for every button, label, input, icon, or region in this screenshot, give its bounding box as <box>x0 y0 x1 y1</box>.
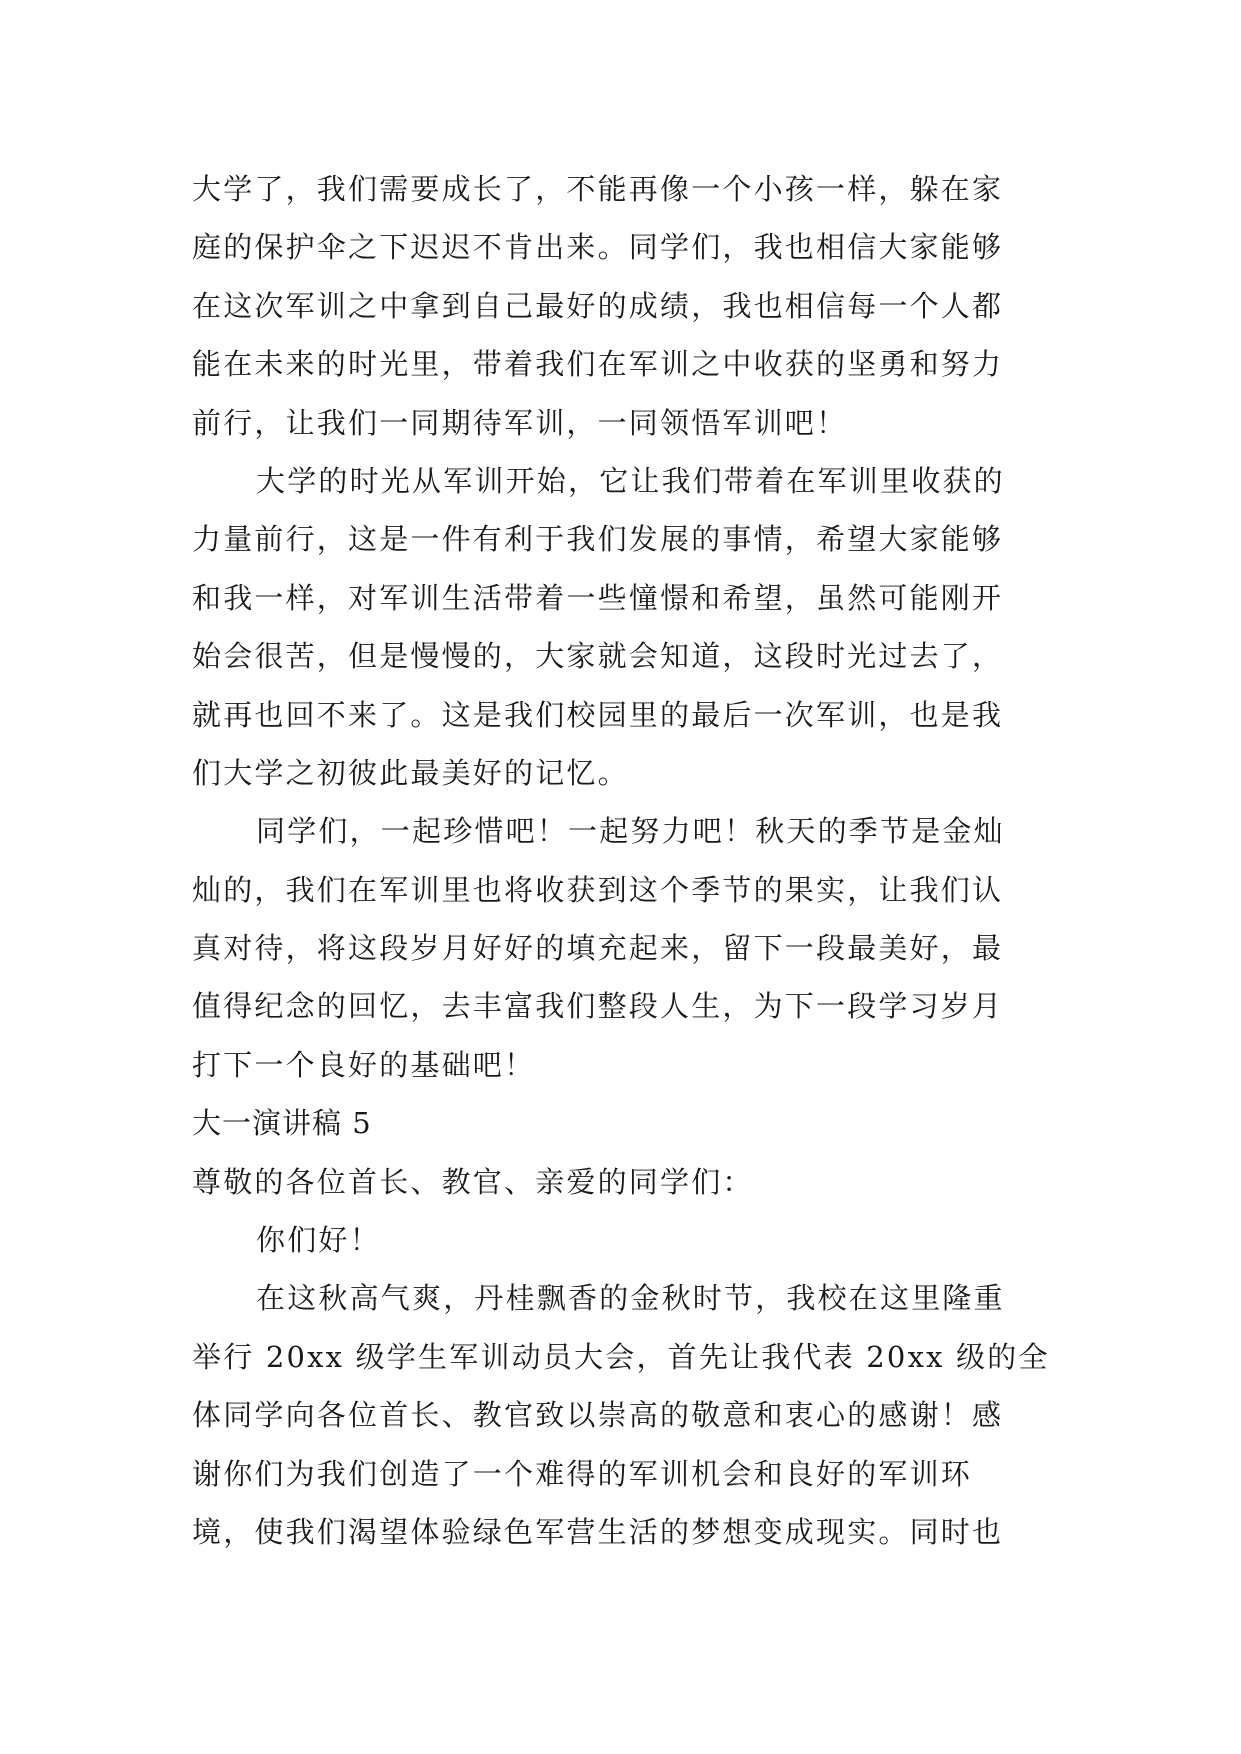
text-line: 和我一样，对军训生活带着一些憧憬和希望，虽然可能刚开 <box>192 580 1004 615</box>
text-line: 就再也回不来了。这是我们校园里的最后一次军训，也是我 <box>192 697 1004 732</box>
text-line: 打下一个良好的基础吧！ <box>192 1047 536 1082</box>
text-line: 大一演讲稿 5 <box>192 1106 372 1141</box>
text-line: 灿的，我们在军训里也将收获到这个季节的果实，让我们认 <box>192 872 1004 907</box>
text-line: 同学们，一起珍惜吧！一起努力吧！秋天的季节是金灿 <box>256 814 1005 849</box>
section-heading <box>192 1094 1072 1152</box>
text-line: 境，使我们渴望体验绿色军营生活的梦想变成现实。同时也 <box>192 1514 1004 1549</box>
text-line: 尊敬的各位首长、教官、亲爱的同学们： <box>192 1164 754 1199</box>
text-line: 前行，让我们一同期待军训，一同领悟军训吧！ <box>192 405 848 440</box>
text-line: 在这秋高气爽，丹桂飘香的金秋时节，我校在这里隆重 <box>256 1281 1005 1316</box>
paragraph <box>192 160 1072 452</box>
text-line: 力量前行，这是一件有利于我们发展的事情，希望大家能够 <box>192 522 1004 557</box>
text-line: 举行 20xx 级学生军训动员大会，首先让我代表 20xx 级的全 <box>192 1339 1050 1374</box>
text-line: 大学的时光从军训开始，它让我们带着在军训里收获的 <box>256 463 1005 498</box>
paragraph <box>192 452 1072 802</box>
text-line: 真对待，将这段岁月好好的填充起来，留下一段最美好，最 <box>192 931 1004 966</box>
text-line: 始会很苦，但是慢慢的，大家就会知道，这段时光过去了， <box>192 639 1004 674</box>
text-line: 谢你们为我们创造了一个难得的军训机会和良好的军训环 <box>192 1456 973 1491</box>
text-line: 们大学之初彼此最美好的记忆。 <box>192 755 629 790</box>
text-line: 大学了，我们需要成长了，不能再像一个小孩一样，躲在家 <box>192 172 1004 206</box>
text-line: 庭的保护伞之下迟迟不肯出来。同学们，我也相信大家能够 <box>192 230 1004 265</box>
paragraph <box>192 1211 1072 1269</box>
paragraph <box>192 802 1072 1094</box>
document-body <box>192 160 1072 1561</box>
text-line: 体同学向各位首长、教官致以崇高的敬意和衷心的感谢！感 <box>192 1398 1004 1433</box>
text-line: 在这次军训之中拿到自己最好的成绩，我也相信每一个人都 <box>192 288 1004 323</box>
text-line: 值得纪念的回忆，去丰富我们整段人生，为下一段学习岁月 <box>192 989 1004 1024</box>
paragraph <box>192 1153 1072 1211</box>
text-line: 能在未来的时光里，带着我们在军训之中收获的坚勇和努力 <box>192 347 1004 382</box>
paragraph <box>192 1269 1072 1561</box>
text-line: 你们好！ <box>256 1223 381 1258</box>
